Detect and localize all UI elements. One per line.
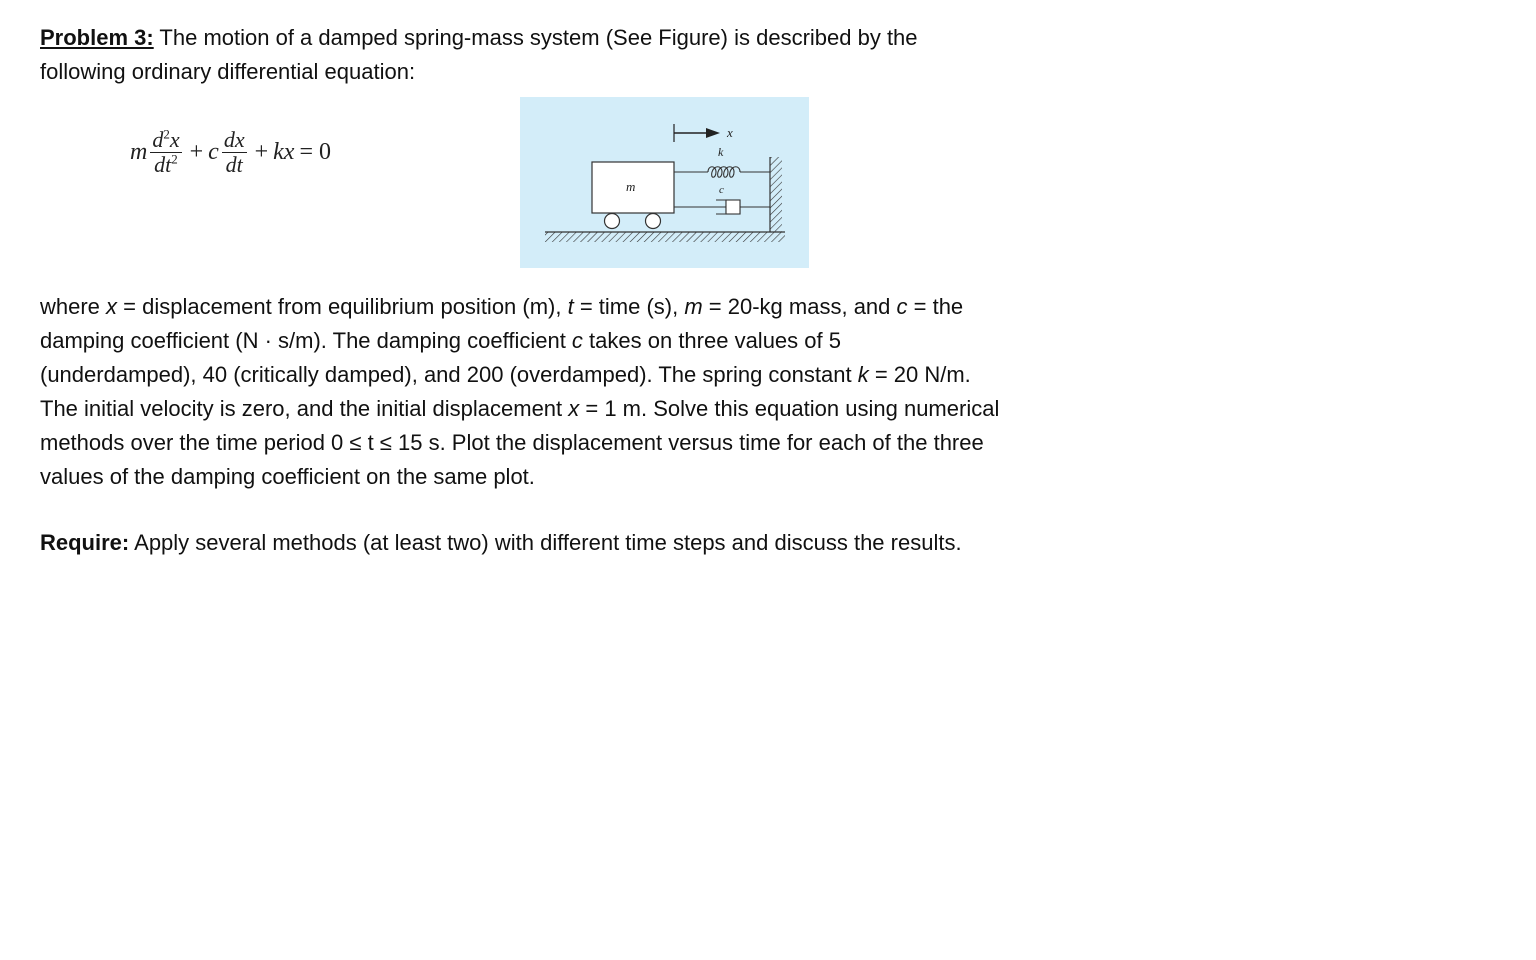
desc-text-3: = time (s), (573, 294, 685, 319)
wheel-left (605, 214, 620, 229)
eq-frac1-dt: dt (154, 151, 172, 177)
figure-label-k: k (718, 145, 724, 159)
eq-frac1-denominator (152, 153, 180, 176)
spring-icon (674, 167, 770, 178)
figure-label-m: m (626, 179, 636, 194)
desc-var-t: t (567, 294, 574, 319)
eq-frac2-denominator: dt (225, 151, 243, 177)
eq-frac2-numerator: dx (223, 126, 245, 152)
desc-var-x: x (106, 294, 118, 319)
eq-frac1-d: d (152, 126, 164, 152)
problem-intro-text: The motion of a damped spring-mass system (See Figure) is described by the following ordinary differential equation: (40, 25, 918, 84)
wheel-right (646, 214, 661, 229)
problem-intro (40, 21, 1000, 89)
require-label: Require: (40, 530, 130, 555)
displacement-arrow-icon (674, 124, 720, 142)
eq-frac1-numerator (150, 126, 181, 153)
eq-frac1-den-exp: 2 (171, 151, 178, 167)
desc-text-4: = 20-kg mass, and (702, 294, 897, 319)
desc-text-1: where (40, 294, 107, 319)
eq-frac1-x: x (169, 126, 180, 152)
desc-var-c2: c (571, 328, 583, 353)
desc-var-c: c (896, 294, 908, 319)
figure-label-c: c (719, 184, 724, 196)
eq-plus-2: + (254, 138, 269, 165)
desc-var-m: m (684, 294, 703, 319)
differential-equation (130, 122, 336, 182)
eq-rhs: = 0 (299, 138, 331, 165)
desc-var-k: k (857, 362, 869, 387)
eq-plus-1: + (189, 138, 204, 165)
figure-label-x: x (727, 125, 733, 140)
requirement-paragraph (40, 526, 1000, 560)
damper-icon (674, 200, 770, 214)
ground-hatch (545, 232, 785, 242)
desc-text-6: takes on three values of 5 (underdamped), 40 (critically damped), and 200 (overdamped). The spring constant (40, 328, 858, 387)
spring-mass-figure (520, 97, 809, 268)
spring-mass-diagram (520, 97, 809, 268)
desc-var-x2: x (568, 396, 580, 421)
wall-hatch (770, 157, 782, 232)
desc-text-2: = displacement from equilibrium position (m), (117, 294, 568, 319)
eq-spring-term: kx (273, 138, 295, 165)
desc-text-7: = 20 N/m. The initial velocity is zero, and the initial displacement (40, 362, 971, 421)
problem-heading: Problem 3: (40, 25, 154, 50)
eq-second-derivative (150, 126, 181, 177)
desc-text-5: = the damping coefficient (N · s/m). The damping coefficient (40, 294, 964, 353)
desc-text-8: = 1 m. Solve this equation using numerical methods over the time period 0 ≤ t ≤ 15 s. Plot the displacement versus time for each of the three values of the damping coefficient on the same plot. (40, 396, 1000, 489)
eq-mass: m (130, 138, 148, 165)
require-text: Apply several methods (at least two) with different time steps and discuss the results. (129, 530, 962, 555)
eq-frac1-num-exp: 2 (163, 126, 170, 142)
eq-damping: c (208, 138, 219, 165)
problem-description (40, 290, 1000, 494)
eq-first-derivative (222, 126, 247, 177)
